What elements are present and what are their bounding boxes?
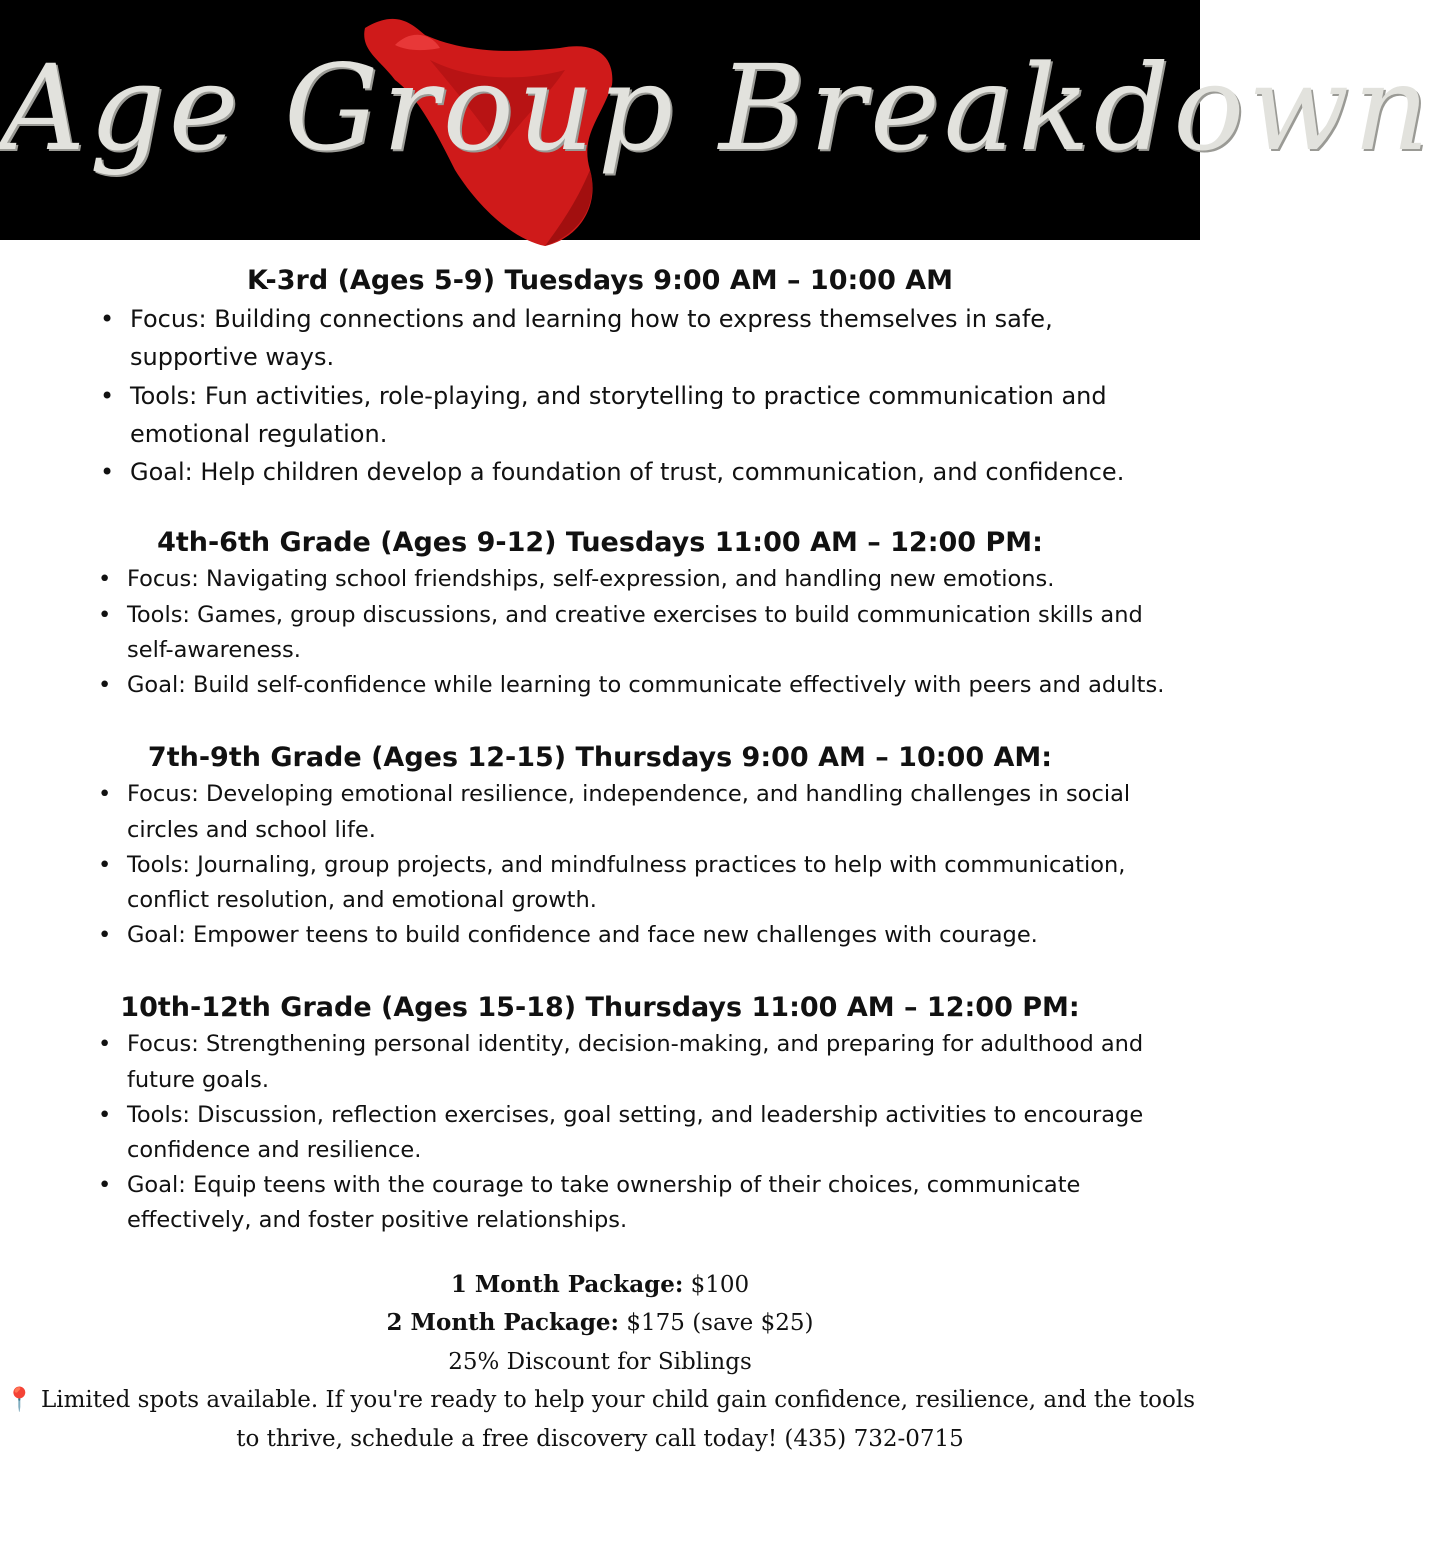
list-item xyxy=(98,1027,1177,1097)
bullet-list xyxy=(98,562,1177,703)
bullet-icon: • xyxy=(98,1031,112,1058)
age-group-section xyxy=(0,262,1200,491)
bullet-icon: • xyxy=(98,566,112,593)
list-item xyxy=(100,453,1170,491)
call-to-action xyxy=(0,1381,1200,1458)
bullet-icon: • xyxy=(98,672,112,699)
list-item xyxy=(98,1098,1177,1168)
content xyxy=(0,262,1200,1458)
list-item-text: Goal: Equip teens with the courage to take ownership of their choices, communicate effectively, and foster positive relationships. xyxy=(127,1172,1081,1234)
list-item xyxy=(100,300,1170,377)
list-item-text: Tools: Games, group discussions, and creative exercises to build communication skills and self-awareness. xyxy=(127,601,1143,663)
list-item-text: Tools: Journaling, group projects, and mindfulness practices to help with communication, conflict resolution, and emotional growth. xyxy=(127,851,1126,913)
package-2-label: 2 Month Package: xyxy=(386,1309,620,1337)
bullet-icon: • xyxy=(100,381,115,410)
bullet-list xyxy=(98,1027,1177,1238)
package-1-label: 1 Month Package: xyxy=(450,1270,684,1298)
package-2-price: $175 (save $25) xyxy=(626,1310,814,1337)
age-group-section xyxy=(0,989,1200,1238)
bullet-list xyxy=(100,300,1170,491)
age-group-section xyxy=(0,739,1200,953)
list-item xyxy=(98,777,1177,847)
package-2 xyxy=(0,1304,1200,1343)
package-1-price: $100 xyxy=(690,1271,750,1298)
list-item-text: Tools: Discussion, reflection exercises, goal setting, and leadership activities to encourage confidence and resilience. xyxy=(127,1101,1144,1163)
header-banner xyxy=(0,0,1433,240)
section-title: K-3rd (Ages 5-9) Tuesdays 9:00 AM – 10:00 AM xyxy=(246,265,954,296)
pricing-block xyxy=(0,1266,1200,1459)
list-item xyxy=(98,918,1177,953)
list-item xyxy=(98,1168,1177,1238)
list-item-text: Goal: Help children develop a foundation of trust, communication, and confidence. xyxy=(130,458,1125,487)
bullet-icon: • xyxy=(98,601,112,628)
bullet-list xyxy=(98,777,1177,953)
sibling-discount: 25% Discount for Siblings xyxy=(448,1348,752,1375)
pin-icon: 📍 xyxy=(5,1387,34,1414)
list-item xyxy=(100,377,1170,454)
cta-text[interactable]: Limited spots available. If you're ready to help your child gain confidence, resilience, and the tools to thrive, schedule a free discovery call today! (435) 732-0715 xyxy=(40,1387,1195,1452)
list-item-text: Goal: Empower teens to build confidence and face new challenges with courage. xyxy=(127,922,1038,949)
package-1 xyxy=(0,1266,1200,1305)
page-title: Age Group Breakdown xyxy=(0,39,1433,177)
list-item-text: Focus: Building connections and learning how to express themselves in safe, supportive ways. xyxy=(130,305,1053,372)
list-item-text: Focus: Developing emotional resilience, independence, and handling challenges in social circles and school life. xyxy=(127,781,1131,843)
list-item-text: Focus: Strengthening personal identity, decision-making, and preparing for adulthood and future goals. xyxy=(127,1031,1144,1093)
bullet-icon: • xyxy=(98,851,112,878)
bullet-icon: • xyxy=(98,922,112,949)
list-item xyxy=(98,598,1177,668)
list-item-text: Focus: Navigating school friendships, self-expression, and handling new emotions. xyxy=(127,566,1055,593)
list-item xyxy=(98,668,1177,703)
list-item-text: Goal: Build self-confidence while learning to communicate effectively with peers and adults. xyxy=(127,672,1165,699)
section-title: 10th-12th Grade (Ages 15-18) Thursdays 11:00 AM – 12:00 PM: xyxy=(120,992,1080,1024)
bullet-icon: • xyxy=(98,1172,112,1199)
bullet-icon: • xyxy=(100,305,115,333)
list-item xyxy=(98,848,1177,918)
section-title: 4th-6th Grade (Ages 9-12) Tuesdays 11:00 AM – 12:00 PM: xyxy=(157,527,1043,559)
bullet-icon: • xyxy=(100,458,115,487)
bullet-icon: • xyxy=(98,1101,112,1128)
section-title: 7th-9th Grade (Ages 12-15) Thursdays 9:00 AM – 10:00 AM: xyxy=(147,742,1053,774)
bullet-icon: • xyxy=(98,781,112,808)
list-item-text: Tools: Fun activities, role-playing, and storytelling to practice communication and emotional regulation. xyxy=(130,381,1107,448)
age-group-section xyxy=(0,524,1200,703)
list-item xyxy=(98,562,1177,597)
